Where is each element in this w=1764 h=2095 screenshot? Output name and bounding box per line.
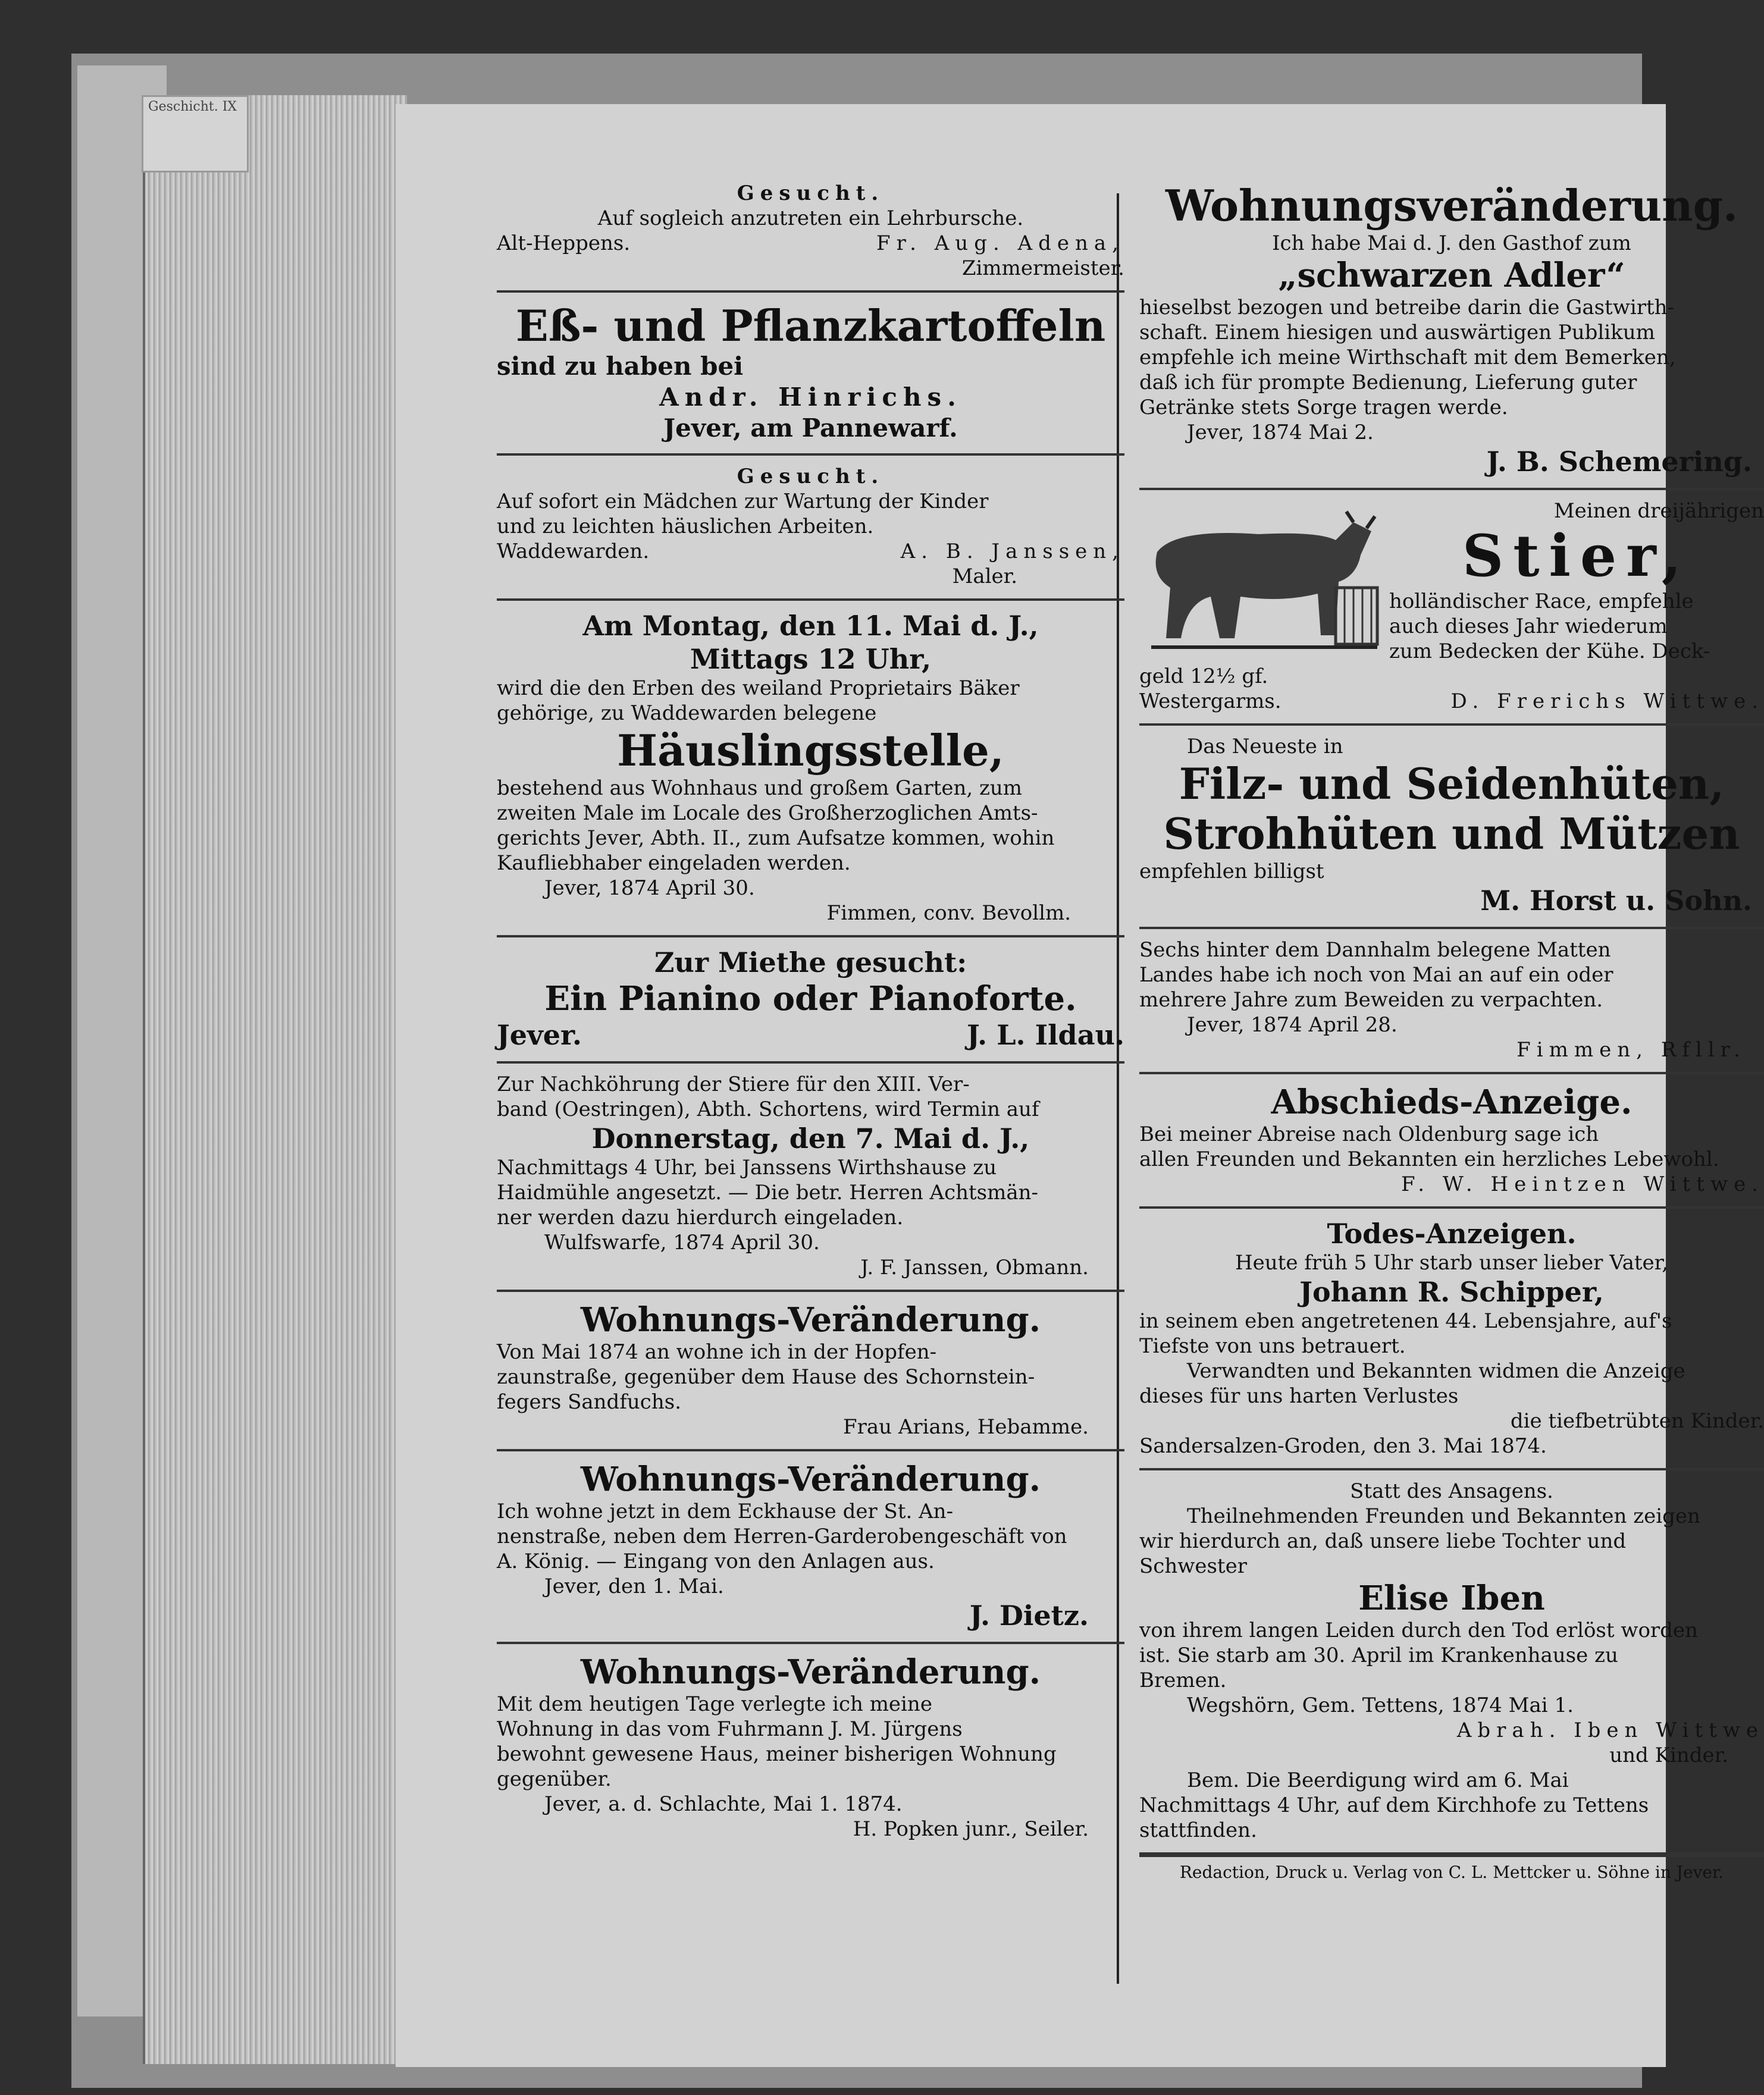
ad-signature: D. Frerichs Wittwe. — [1450, 689, 1764, 713]
ad-gasthof-schwarzer-adler — [1139, 173, 1764, 490]
ad-signature: J. F. Janssen, Obmann. — [860, 1256, 1089, 1279]
ad-text: bestehend aus Wohnhaus und großem Garten, zum — [497, 776, 1023, 800]
ad-signature: und Kinder. — [1609, 1743, 1728, 1767]
ad-text: Haidmühle angesetzt. — Die betr. Herren Achtsmän- — [497, 1181, 1039, 1205]
ad-text: fegers Sandfuchs. — [497, 1390, 682, 1414]
ad-headline: Wohnungs-Veränderung. — [580, 1652, 1041, 1692]
ad-dateline: Jever, a. d. Schlachte, Mai 1. 1874. — [544, 1792, 903, 1816]
ad-name: Johann R. Schipper, — [1299, 1276, 1604, 1308]
ad-text: bewohnt gewesene Haus, meiner bisherigen Wohnung — [497, 1742, 1057, 1766]
ad-text: ner werden dazu hierdurch eingeladen. — [497, 1206, 904, 1230]
ad-wohnung-popken — [497, 1644, 1124, 1851]
ad-text: Ich habe Mai d. J. den Gasthof zum — [1272, 231, 1631, 255]
ad-text: empfehle ich meine Wirthschaft mit dem Bemerken, — [1139, 346, 1676, 369]
ad-note: Bem. Die Beerdigung wird am 6. Mai — [1187, 1768, 1569, 1792]
ad-text: wir hierdurch an, daß unsere liebe Tochter und — [1139, 1529, 1627, 1553]
ad-signature: Fimmen, Rfllr. — [1517, 1038, 1746, 1062]
ad-text: Verwandten und Bekannten widmen die Anzeige — [1187, 1359, 1685, 1383]
ad-role: Zimmermeister. — [961, 256, 1124, 280]
ad-wohnung-dietz — [497, 1451, 1124, 1644]
ad-place: Jever, am Pannewarf. — [663, 413, 958, 443]
ad-signature: J. Dietz. — [969, 1600, 1089, 1632]
ad-title: Gesucht. — [737, 181, 885, 205]
ad-signature: Fr. Aug. Adena, — [876, 231, 1124, 255]
right-column — [1139, 173, 1764, 1883]
ad-text: daß ich für prompte Bedienung, Lieferung guter — [1139, 371, 1637, 394]
ad-headline: Häuslingsstelle, — [617, 725, 1004, 776]
ad-text: Sechs hinter dem Dannhalm belegene Matten — [1139, 938, 1611, 962]
book-page-edges — [143, 95, 407, 2064]
newspaper-page — [396, 104, 1764, 2067]
ad-text: Auf sofort ein Mädchen zur Wartung der Kinder — [497, 490, 989, 513]
ad-text: dieses für uns harten Verlustes — [1139, 1384, 1459, 1408]
ad-text: und zu leichten häuslichen Arbeiten. — [497, 515, 874, 538]
ad-text: schaft. Einem hiesigen und auswärtigen Publikum — [1139, 321, 1655, 344]
ad-text: gehörige, zu Waddewarden belegene — [497, 701, 877, 725]
ad-text: geld 12½ gf. — [1139, 664, 1268, 688]
ad-title: Todes-Anzeigen. — [1327, 1218, 1577, 1250]
ad-nachkoehrung-stiere — [497, 1064, 1124, 1292]
ad-text: Nachmittags 4 Uhr, bei Janssens Wirthshause zu — [497, 1156, 997, 1180]
ad-text: in seinem eben angetretenen 44. Lebensjahre, auf's — [1139, 1309, 1672, 1333]
ad-text: auch dieses Jahr wiederum — [1389, 614, 1668, 638]
ad-signature: J. L. Ildau. — [966, 1019, 1124, 1051]
ad-text: Meinen dreijährigen — [1553, 499, 1764, 523]
ad-text: Bremen. — [1139, 1669, 1227, 1692]
ad-text: Kaufliebhaber eingeladen werden. — [497, 851, 851, 875]
ad-stier — [1139, 490, 1764, 726]
ad-signature: Frau Arians, Hebamme. — [843, 1415, 1089, 1439]
ad-place: Westergarms. — [1139, 689, 1282, 713]
ad-headline: Wohnungsveränderung. — [1165, 180, 1738, 231]
ad-text: zaunstraße, gegenüber dem Hause des Schornstein- — [497, 1365, 1035, 1389]
ad-date: Am Montag, den 11. Mai d. J., — [582, 610, 1039, 642]
ad-text: Schwester — [1139, 1554, 1247, 1578]
ad-text: Getränke stets Sorge tragen werde. — [1139, 396, 1508, 419]
ad-text: zum Bedecken der Kühe. Deck- — [1389, 639, 1710, 663]
ad-text: zweiten Male im Locale des Großherzoglichen Amts- — [497, 801, 1038, 825]
ad-text: Heute früh 5 Uhr starb unser lieber Vater, — [1235, 1251, 1668, 1275]
ad-note: Nachmittags 4 Uhr, auf dem Kirchhofe zu Tettens — [1139, 1793, 1649, 1817]
ad-text: Theilnehmenden Freunden und Bekannten zeigen — [1187, 1504, 1700, 1528]
ad-place: Waddewarden. — [497, 540, 650, 563]
ad-text: mehrere Jahre zum Beweiden zu verpachten. — [1139, 988, 1603, 1012]
ad-text: holländischer Race, empfehle — [1389, 589, 1694, 613]
ad-place: Jever. — [497, 1019, 582, 1051]
ad-text: Tiefste von uns betrauert. — [1139, 1334, 1406, 1358]
ad-text: Landes habe ich noch von Mai an auf ein oder — [1139, 963, 1613, 987]
book-tag: Geschicht. IX — [142, 95, 249, 173]
ad-text: Von Mai 1874 an wohne ich in der Hopfen- — [497, 1340, 937, 1364]
ad-note: stattfinden. — [1139, 1818, 1257, 1842]
ad-headline: Filz- und Seidenhüten, — [1179, 758, 1725, 809]
ad-signature: H. Popken junr., Seiler. — [853, 1817, 1089, 1841]
ad-date: Donnerstag, den 7. Mai d. J., — [591, 1122, 1030, 1155]
ad-role: Maler. — [952, 564, 1017, 588]
ad-signature: Fimmen, conv. Bevollm. — [826, 901, 1071, 925]
ad-matten — [1139, 929, 1764, 1074]
ad-text: ist. Sie starb am 30. April im Krankenhause zu — [1139, 1644, 1618, 1667]
ad-time: Mittags 12 Uhr, — [690, 643, 932, 675]
ad-headline: Abschieds-Anzeige. — [1271, 1083, 1633, 1122]
ad-text: gegenüber. — [497, 1767, 612, 1791]
ad-text: Zur Nachköhrung der Stiere für den XIII. Ver- — [497, 1072, 970, 1096]
ad-text: Ich wohne jetzt in dem Eckhause der St. An- — [497, 1500, 954, 1523]
ad-text: von ihrem langen Leiden durch den Tod erlöst worden — [1139, 1619, 1698, 1642]
ad-dateline: Sandersalzen-Groden, den 3. Mai 1874. — [1139, 1434, 1547, 1458]
ad-text: Wohnung in das vom Fuhrmann J. M. Jürgens — [497, 1717, 963, 1741]
ad-text: band (Oestringen), Abth. Schortens, wird Termin auf — [497, 1097, 1039, 1121]
ad-signature: F. W. Heintzen Wittwe. — [1400, 1172, 1764, 1196]
ad-headline: Wohnungs-Veränderung. — [580, 1300, 1041, 1340]
ad-signature: J. B. Schemering. — [1486, 446, 1752, 478]
ad-headline: Ein Pianino oder Pianoforte. — [544, 979, 1077, 1018]
ad-todes-schipper — [1139, 1209, 1764, 1470]
ad-signature: Abrah. Iben Wittwe — [1456, 1718, 1764, 1742]
ad-name: Elise Iben — [1358, 1579, 1545, 1618]
ad-headline: Wohnungs-Veränderung. — [580, 1460, 1041, 1499]
ad-text: hieselbst bezogen und betreibe darin die Gastwirth- — [1139, 296, 1674, 319]
ad-place: Alt-Heppens. — [497, 231, 631, 255]
ad-text: Statt des Ansagens. — [1350, 1479, 1553, 1503]
ad-text: Das Neueste in — [1187, 735, 1343, 758]
ad-dateline: Wegshörn, Gem. Tettens, 1874 Mai 1. — [1187, 1693, 1574, 1717]
ad-gesucht-lehrbursche — [497, 173, 1124, 293]
ad-huete — [1139, 726, 1764, 929]
ad-title: Zur Miethe gesucht: — [654, 946, 967, 978]
ad-dateline: Jever, 1874 April 30. — [544, 876, 755, 900]
ad-text: empfehlen billigst — [1139, 860, 1324, 883]
ad-name: „schwarzen Adler“ — [1278, 256, 1625, 295]
ad-headline: Eß- und Pflanzkartoffeln — [515, 300, 1106, 351]
left-column — [497, 173, 1124, 1851]
ad-text: die tiefbetrübten Kinder. — [1510, 1409, 1764, 1433]
ad-text: Bei meiner Abreise nach Oldenburg sage ich — [1139, 1122, 1599, 1146]
ad-text: allen Freunden und Bekannten ein herzliches Lebewohl. — [1139, 1147, 1719, 1171]
ad-text: Auf sogleich anzutreten ein Lehrbursche. — [597, 206, 1024, 230]
ad-zur-miethe — [497, 937, 1124, 1064]
ad-text: nenstraße, neben dem Herren-Garderobengeschäft von — [497, 1525, 1067, 1548]
ad-gesucht-maedchen — [497, 456, 1124, 601]
ad-kartoffeln — [497, 293, 1124, 456]
ad-title: Gesucht. — [737, 465, 885, 488]
ad-text: sind zu haben bei — [497, 352, 744, 381]
bull-illustration — [1139, 498, 1389, 659]
ad-signature: M. Horst u. Sohn. — [1480, 885, 1752, 917]
ad-wohnung-arians — [497, 1292, 1124, 1451]
ad-abschied — [1139, 1074, 1764, 1209]
ad-todes-iben — [1139, 1470, 1764, 1855]
ad-text: Mit dem heutigen Tage verlegte ich meine — [497, 1692, 932, 1716]
ad-headline: Stier, — [1462, 522, 1691, 589]
ad-dateline: Jever, 1874 Mai 2. — [1187, 421, 1374, 444]
ad-text: gerichts Jever, Abth. II., zum Aufsatze kommen, wohin — [497, 826, 1055, 850]
ad-signature: Andr. Hinrichs. — [659, 382, 962, 412]
ad-dateline: Jever, 1874 April 28. — [1187, 1013, 1398, 1037]
ad-auction-haeuslingsstelle — [497, 601, 1124, 937]
ad-text: A. König. — Eingang von den Anlagen aus. — [497, 1550, 935, 1573]
ad-dateline: Wulfswarfe, 1874 April 30. — [544, 1231, 820, 1255]
imprint-line: Redaction, Druck u. Verlag von C. L. Mettcker u. Söhne in Jever. — [1139, 1855, 1764, 1883]
ad-dateline: Jever, den 1. Mai. — [544, 1575, 724, 1598]
ad-signature: A. B. Janssen, — [900, 540, 1124, 563]
ad-headline: Strohhüten und Mützen — [1163, 808, 1740, 859]
ad-text: wird die den Erben des weiland Proprietairs Bäker — [497, 676, 1020, 700]
